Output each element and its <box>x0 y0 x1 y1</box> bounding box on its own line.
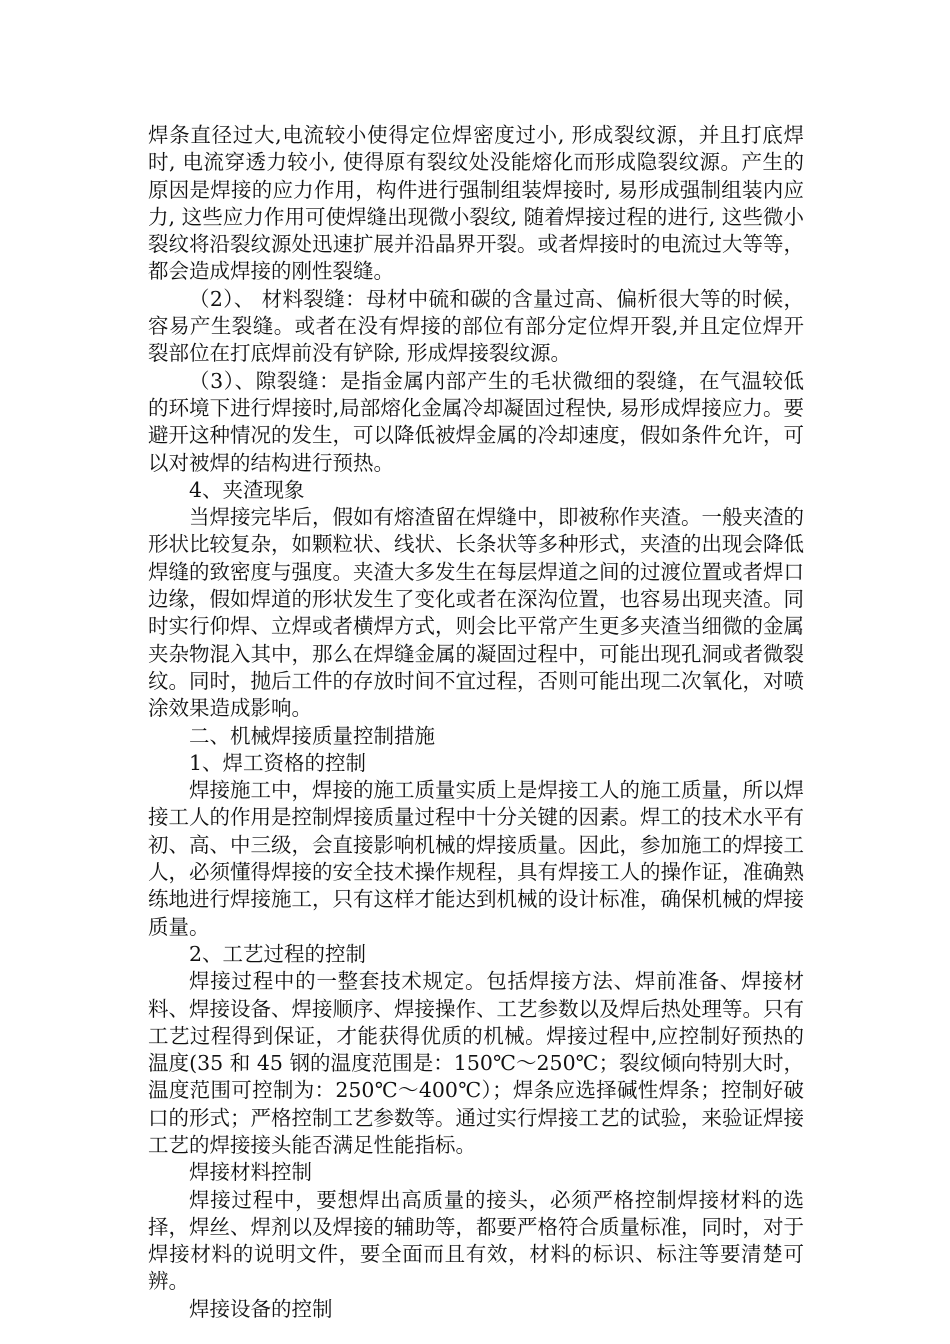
paragraph-gap-crack: （3）、隙裂缝：是指金属内部产生的毛状微细的裂缝，在气温较低的环境下进行焊接时,局部熔化金属冷却凝固过程快, 易形成焊接应力。要避开这种情况的发生，可以降低被焊金属的冷却速度，假如条件允许，可以对被焊的结构进行预热。 <box>148 368 804 475</box>
heading-welder-qualification: 1、焊工资格的控制 <box>189 750 367 775</box>
paragraph-material-control: 焊接过程中，要想焊出高质量的接头，必须严格控制焊接材料的选择，焊丝、焊剂以及焊接的辅助等，都要严格符合质量标准，同时，对于焊接材料的说明文件，要全面而且有效，材料的标识、标注等要清楚可辨。 <box>148 1187 804 1294</box>
heading-process-control: 2、工艺过程的控制 <box>189 941 367 966</box>
paragraph-process-control: 焊接过程中的一整套技术规定。包括焊接方法、焊前准备、焊接材料、焊接设备、焊接顺序、焊接操作、工艺参数以及焊后热处理等。只有工艺过程得到保证，才能获得优质的机械。焊接过程中,应控制好预热的温度(35 和 45 钢的温度范围是：150℃～250℃；裂纹倾向特别大时，温度范围可控制为：250℃～400℃）；焊条应选择碱性焊条；控制好破口的形式；严格控制工艺参数等。通过实行焊接工艺的试验，来验证焊接工艺的焊接接头能否满足性能指标。 <box>148 969 804 1157</box>
document-body <box>148 122 804 1323</box>
heading-equipment-control: 焊接设备的控制 <box>189 1296 333 1321</box>
heading-slag-inclusion: 4、夹渣现象 <box>189 477 305 502</box>
paragraph-welder-qualification: 焊接施工中，焊接的施工质量实质上是焊接工人的施工质量，所以焊接工人的作用是控制焊接质量过程中十分关键的因素。焊工的技术水平有初、高、中三级，会直接影响机械的焊接质量。因此，参加施工的焊接工人，必须懂得焊接的安全技术操作规程，具有焊接工人的操作证，准确熟练地进行焊接施工，只有这样才能达到机械的设计标准，确保机械的焊接质量。 <box>148 778 804 939</box>
paragraph-material-crack: （2）、 材料裂缝：母材中硫和碳的含量过高、偏析很大等的时候，容易产生裂缝。或者在没有焊接的部位有部分定位焊开裂,并且定位焊开裂部位在打底焊前没有铲除, 形成焊接裂纹源。 <box>148 286 804 366</box>
heading-quality-control-measures: 二、机械焊接质量控制措施 <box>189 723 435 748</box>
paragraph-crack-source: 焊条直径过大,电流较小使得定位焊密度过小, 形成裂纹源，并且打底焊时, 电流穿透力较小, 使得原有裂纹处没能熔化而形成隐裂纹源。产生的原因是焊接的应力作用，构件进行强制组装焊接时, 易形成强制组装内应力, 这些应力作用可使焊缝出现微小裂纹, 随着焊接过程的进行, 这些微小裂纹将沿裂纹源处迅速扩展并沿晶界开裂。或者焊接时的电流过大等等，都会造成焊接的刚性裂缝。 <box>148 123 804 284</box>
heading-material-control: 焊接材料控制 <box>189 1160 312 1185</box>
paragraph-slag-inclusion: 当焊接完毕后，假如有熔渣留在焊缝中，即被称作夹渣。一般夹渣的形状比较复杂，如颗粒状、线状、长条状等多种形式，夹渣的出现会降低焊缝的致密度与强度。夹渣大多发生在每层焊道之间的过渡位置或者焊口边缘，假如焊道的形状发生了变化或者在深沟位置，也容易出现夹渣。同时实行仰焊、立焊或者横焊方式，则会比平常产生更多夹渣当细微的金属夹杂物混入其中，那么在焊缝金属的凝固过程中，可能出现孔洞或者微裂纹。同时，抛后工件的存放时间不宜过程，否则可能出现二次氧化，对喷涂效果造成影响。 <box>148 505 804 721</box>
